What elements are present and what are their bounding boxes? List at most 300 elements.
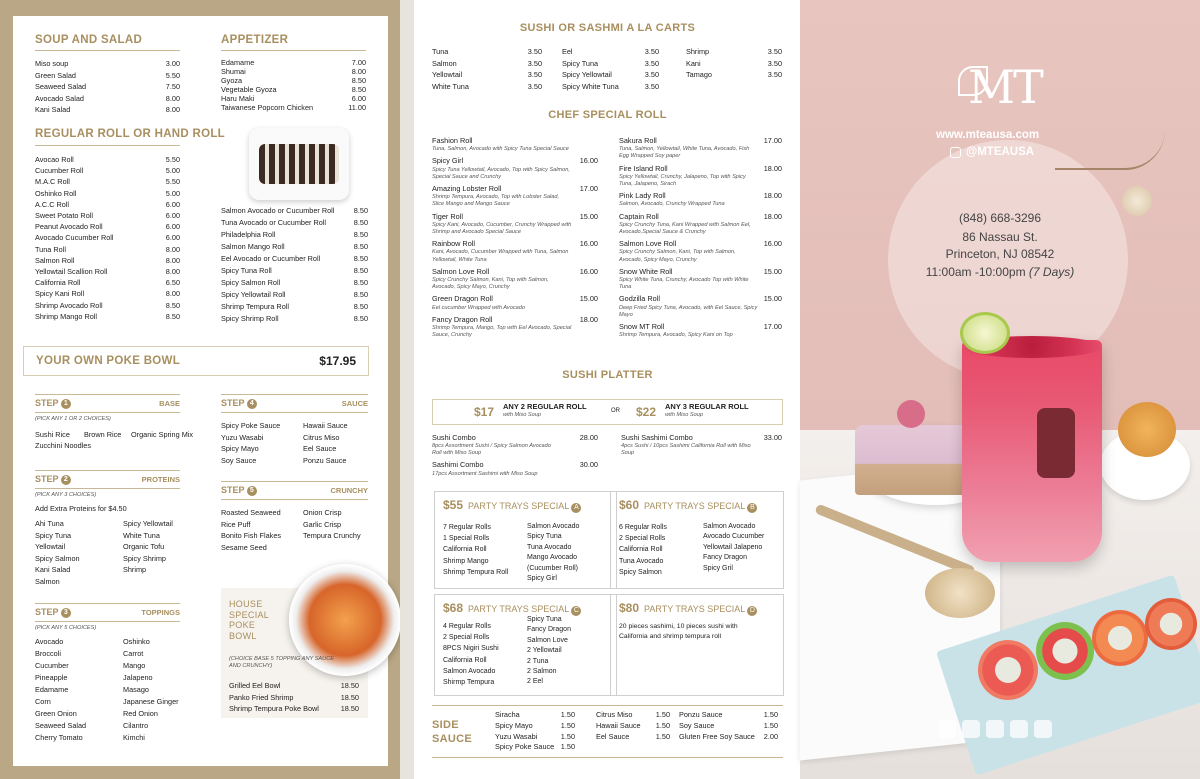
topping-list-left: [35, 636, 86, 744]
item-price: 1.50: [763, 720, 778, 730]
menu-item: [562, 81, 659, 93]
item-price: 6.00: [165, 211, 180, 221]
option-item: Tempura Crunchy: [303, 531, 361, 540]
cup-logo-image: [1037, 408, 1075, 478]
instagram-icon: [950, 147, 961, 158]
item-name: Shrimp Avocado Roll: [35, 300, 103, 310]
chef-roll: Rainbow Roll 16.00 Kani, Avocado, Cucumber Wrapped with Tuna, Salmon Yellowtail, White Tuna: [432, 239, 598, 263]
option-item: Salmon Avocado: [527, 523, 580, 530]
option-item: Salmon Avocado: [443, 667, 496, 675]
option-item: Japanese Ginger: [123, 697, 179, 706]
menu-item: [221, 229, 368, 241]
item-name: Oshinko Roll: [35, 188, 77, 198]
right-panel: [800, 0, 1200, 779]
item-price: 7.50: [165, 82, 180, 92]
menu-item: [495, 732, 575, 743]
option-item: Ahi Tuna: [35, 519, 64, 528]
item-price: 3.50: [527, 81, 542, 91]
option-item: Broccoli: [35, 649, 61, 658]
option-item: Roasted Seaweed: [221, 508, 281, 517]
soup-list: [35, 58, 180, 116]
item-price: 3.50: [767, 47, 782, 56]
side-sauce-title: SIDE SAUCE: [432, 719, 473, 745]
item-name: Salmon Roll: [35, 255, 75, 265]
appetizer-title: APPETIZER: [221, 34, 289, 46]
item-price: 5.50: [165, 70, 180, 80]
item-price: 3.50: [644, 58, 659, 68]
option-item: Mango: [123, 661, 146, 670]
sauce-list-left: [221, 420, 280, 466]
option-item: 2 Eel: [527, 678, 543, 686]
option-item: Spicy Mayo: [221, 444, 259, 453]
option-item: Mango Avocado: [527, 554, 578, 562]
option-item: Spicy Shrimp: [123, 553, 166, 563]
chef-left: [432, 135, 598, 341]
house-list: [229, 680, 359, 715]
option-item: Spicy Salmon: [619, 568, 662, 576]
option-item: Salmon Love: [527, 636, 568, 644]
option-item: Yellowtail: [35, 542, 66, 551]
menu-item: [35, 58, 180, 70]
website: www.mteausa.com: [936, 129, 1040, 141]
app-icon: [1010, 720, 1028, 738]
sauce-list-right: [303, 420, 348, 466]
menu-item: [432, 69, 542, 81]
item-price: 8.50: [353, 206, 368, 215]
menu-item: [35, 210, 180, 221]
item-name: Salmon Avocado or Cucumber Roll: [221, 206, 335, 215]
option-item: Ponzu Sauce: [303, 455, 347, 465]
item-name: Spicy Poke Sauce: [495, 742, 555, 752]
item-price: 3.00: [165, 59, 180, 68]
menu-item: [562, 46, 659, 58]
side-sauce-col2: [596, 710, 670, 742]
soup-title: SOUP AND SALAD: [35, 34, 143, 46]
extra-proteins: Add Extra Proteins for $4.50: [35, 504, 127, 513]
option-item: Shrimp Tempura Roll: [443, 568, 509, 576]
branch-image: [1055, 130, 1165, 170]
item-price: 8.50: [353, 266, 368, 275]
alacarte-col2: [562, 46, 659, 92]
menu-item: [221, 241, 368, 253]
item-name: Shrimp Mango Roll: [35, 311, 98, 321]
option-item: Spicy Girl: [527, 575, 557, 583]
item-name: Eel Sauce: [596, 731, 630, 741]
item-price: 3.50: [527, 70, 542, 80]
item-name: A.C.C Roll: [35, 199, 70, 209]
item-price: 8.00: [165, 93, 180, 103]
option-item: Fancy Dragon: [703, 554, 747, 562]
option-item: Spicy Yellowtail: [123, 519, 173, 528]
menu-item: [432, 81, 542, 93]
item-price: 8.50: [353, 242, 368, 251]
menu-item: [35, 199, 180, 210]
menu-item: [686, 58, 782, 70]
item-name: Yellowtail Scallion Roll: [35, 267, 108, 277]
chef-right: [619, 135, 782, 341]
alacarte-col3: [686, 46, 782, 81]
service-icons: [938, 720, 1052, 738]
item-price: 8.00: [165, 267, 180, 277]
item-name: Tamago: [686, 70, 712, 80]
tray-a: $55 PARTY TRAYS SPECIAL A 7 Regular Rolls 1 Special Rolls California Roll Shrimp Mango Shrimp Tempura Roll Salmon Avocado Spicy Tuna Tuna Avocado Mango Avocado (Cucumber Roll) Spicy Girl: [434, 491, 617, 589]
item-price: 18.50: [340, 692, 359, 702]
option-item: Organic Tofu: [123, 542, 165, 551]
item-price: 3.50: [644, 81, 659, 91]
option-item: Shrimp Mango: [443, 557, 489, 565]
menu-item: [221, 301, 368, 313]
item-price: 8.50: [165, 311, 180, 321]
item-price: 3.50: [527, 47, 542, 56]
cake-image: [855, 425, 970, 495]
chef-roll: Fancy Dragon Roll 18.00 Shrimp Tempura, Mango, Top with Eel Avocado, Special Sauce, Crunchy: [432, 314, 598, 339]
option-item: Seaweed Salad: [35, 721, 87, 730]
chef-roll: Fire Island Roll 18.00 Spicy Yellowtail, Crunchy, Jalapeno, Top with Spicy Tuna, Jalapeno, Sirach: [619, 163, 782, 187]
alacarte-col1: [432, 46, 542, 92]
menu-item: [229, 703, 359, 715]
brand-logo: MT: [968, 60, 1042, 114]
menu-item: [35, 232, 180, 243]
menu-item: [432, 58, 542, 70]
item-name: Kani Salad: [35, 105, 71, 115]
item-name: Spicy Kani Roll: [35, 289, 85, 299]
item-name: Salmon: [432, 58, 457, 68]
option-item: Spicy Tuna: [527, 616, 562, 623]
regular-roll-title: REGULAR ROLL OR HAND ROLL: [35, 128, 226, 140]
item-name: Soy Sauce: [679, 720, 715, 730]
menu-item: [221, 76, 366, 85]
base-option: Zucchini Noodles: [35, 441, 91, 450]
menu-item: [562, 69, 659, 81]
platter-sushi-sashimi: Sushi Sashimi Combo 33.00 4pcs Sushi / 10pcs Sashimi California Roll with Miso Soup: [621, 433, 782, 457]
option-item: Spicy Tuna: [35, 530, 72, 540]
item-price: 5.50: [165, 177, 180, 187]
menu-item: [35, 266, 180, 277]
step4-header: STEP 4 SAUCE: [221, 394, 368, 413]
social-handle: @MTEAUSA: [966, 146, 1035, 158]
option-item: Yuzu Wasabi: [221, 432, 264, 442]
option-item: Eel Sauce: [303, 444, 337, 453]
platter-or: OR: [611, 408, 620, 414]
item-price: 3.50: [527, 58, 542, 68]
option-item: 2 Salmon: [527, 668, 557, 676]
item-price: 5.50: [165, 155, 180, 164]
option-item: California Roll: [443, 656, 487, 664]
menu-item: [221, 94, 366, 103]
item-name: Yellowtail: [432, 70, 463, 80]
poke-title: YOUR OWN POKE BOWL: [36, 355, 181, 367]
item-name: Tuna Roll: [35, 244, 66, 254]
chef-roll: Salmon Love Roll 16.00 Spicy Crunchy Salmon, Kani, Top with Salmon, Avocado, Spicy Mayo, Crunchy: [432, 266, 598, 291]
option-item: Red Onion: [123, 709, 158, 718]
hours: 11:00am -10:00pm (7 Days): [925, 265, 1075, 279]
item-name: Vegetable Gyoza: [221, 85, 277, 94]
menu-item: [596, 721, 670, 732]
chef-roll: Pink Lady Roll 18.00 Salmon, Avocado, Crunchy Wrapped Tuna: [619, 191, 782, 208]
item-name: Ponzu Sauce: [679, 710, 723, 719]
item-price: 3.50: [767, 70, 782, 80]
menu-item: [35, 154, 180, 165]
option-item: Edamame: [35, 685, 69, 694]
item-price: 1.50: [655, 731, 670, 741]
item-price: 5.00: [165, 188, 180, 198]
menu-item: [221, 67, 366, 76]
item-name: Tuna: [432, 47, 449, 56]
menu-item: [35, 277, 180, 288]
menu-item: [35, 165, 180, 176]
step3-header: STEP 3 TOPPINGS: [35, 603, 180, 622]
tray-b: $60 PARTY TRAYS SPECIAL B 6 Regular Rolls 2 Special Rolls California Roll Tuna Avocado Spicy Salmon Salmon Avocado Avocado Cucumber Yellowtail Jalapeno Fancy Dragon Spicy Gril: [610, 491, 784, 589]
menu-item: [221, 58, 366, 67]
item-price: 1.50: [763, 710, 778, 719]
item-name: Spicy Salmon Roll: [221, 278, 281, 287]
item-name: Avocao Roll: [35, 155, 74, 164]
item-price: 1.50: [655, 720, 670, 730]
step2-header: STEP 2 PROTEINS: [35, 470, 180, 489]
option-item: Shirmp Tempura: [443, 679, 495, 687]
regular-roll-right-list: [221, 205, 368, 325]
menu-item: [221, 217, 368, 229]
menu-item: [229, 692, 359, 704]
chef-roll: Fashion Roll Tuna, Salmon, Avocado with Spicy Tuna Special Sauce: [432, 136, 569, 153]
platter-deal-2-sub: with Miso Soup: [665, 412, 703, 418]
platter-deal-2: ANY 3 REGULAR ROLL: [665, 402, 749, 411]
platter-deal-1: ANY 2 REGULAR ROLL: [503, 402, 587, 411]
option-item: Citrus Miso: [303, 432, 340, 442]
item-name: Spicy Tuna: [562, 58, 599, 68]
item-price: 8.00: [165, 244, 180, 254]
item-name: Avocado Salad: [35, 93, 84, 103]
item-price: 8.50: [353, 278, 368, 287]
item-name: Green Salad: [35, 70, 76, 80]
pastry-image: [1118, 402, 1176, 457]
item-price: 8.00: [165, 289, 180, 299]
protein-list-right: [123, 518, 173, 576]
item-name: Eel: [562, 47, 573, 56]
item-name: Shrimp: [686, 47, 710, 56]
option-item: Salmon Avocado: [703, 523, 756, 530]
item-price: 3.50: [767, 58, 782, 68]
menu-item: [562, 58, 659, 70]
item-name: M.A.C Roll: [35, 177, 70, 187]
protein-list-left: [35, 518, 80, 587]
address-line-2: Princeton, NJ 08542: [945, 247, 1055, 261]
item-name: Spicy Shrimp Roll: [221, 314, 279, 323]
chef-roll: Spicy Girl 16.00 Spicy Tuna Yellowtail, Avocado, Top with Spicy Salmon, Special Sauce and Crunchy: [432, 156, 598, 180]
menu-item: [221, 277, 368, 289]
house-note: (CHOICE BASE 5 TOPPING ANY SAUCE AND CRUNCHY): [229, 656, 334, 670]
option-item: Spicy Tuna: [527, 533, 562, 541]
menu-item: [221, 205, 368, 217]
poke-price: $17.95: [319, 354, 356, 368]
option-item: White Tuna: [123, 530, 160, 540]
item-name: Hawaii Sauce: [596, 720, 641, 730]
option-item: California Roll: [619, 546, 663, 554]
grubhub-icon: [1034, 720, 1052, 738]
chef-title: CHEF SPECIAL ROLL: [548, 109, 667, 121]
menu-item: [221, 289, 368, 301]
item-name: Shrimp Tempura Roll: [221, 302, 289, 311]
menu-item: [35, 300, 180, 311]
item-price: 8.50: [351, 85, 366, 94]
address-line-1: 86 Nassau St.: [962, 230, 1038, 244]
menu-item: [495, 710, 575, 721]
takeout-icon: [962, 720, 980, 738]
item-price: 1.50: [560, 720, 575, 730]
item-price: 1.50: [655, 710, 670, 719]
platter-price-2: $22: [636, 405, 657, 419]
chef-roll: Sakura Roll 17.00 Tuna, Salmon, Yellowtail, White Tuna, Avocado, Fish Egg Wrapped Soy paper: [619, 136, 782, 160]
menu-item: [596, 710, 670, 721]
flower-image: [1122, 186, 1152, 216]
item-price: 8.50: [353, 290, 368, 299]
item-price: 1.50: [560, 742, 575, 752]
option-item: Hawaii Sauce: [303, 421, 348, 430]
item-name: Spicy Tuna Roll: [221, 266, 272, 275]
step5-header: STEP 5 CRUNCHY: [221, 481, 368, 500]
topping-list-right: [123, 636, 179, 744]
option-item: Spicy Gril: [703, 564, 733, 572]
item-name: Haru Maki: [221, 94, 255, 103]
menu-item: [35, 288, 180, 299]
step3-note: (PICK ANY 5 CHOICES): [35, 625, 97, 631]
menu-item: [35, 70, 180, 82]
menu-item: [35, 81, 180, 93]
item-name: Yuzu Wasabi: [495, 731, 538, 741]
option-item: Yellowtail Jalapeno: [703, 543, 763, 551]
base-option: Brown Rice: [84, 430, 122, 439]
item-price: 18.50: [340, 704, 359, 714]
spoon-bowl: [925, 568, 995, 618]
chef-roll: Amazing Lobster Roll 17.00 Shrimp Tempura, Avocado, Top with Lobster Salad, Slice Mango and Mango Sauce: [432, 184, 598, 208]
option-item: Corn: [35, 697, 51, 706]
menu-item: [596, 732, 670, 743]
item-price: 6.00: [165, 199, 180, 209]
option-item: Kani Salad: [35, 565, 71, 574]
menu-item: [35, 255, 180, 266]
item-price: 8.00: [351, 67, 366, 76]
item-name: Miso soup: [35, 59, 69, 68]
item-price: 6.00: [165, 233, 180, 243]
sushi-plate-image: [249, 128, 349, 200]
base-option: Organic Spring Mix: [131, 430, 194, 439]
item-price: 8.50: [353, 254, 368, 263]
menu-item: [679, 710, 778, 721]
option-item: Green Onion: [35, 709, 77, 718]
step2-note: (PICK ANY 3 CHOICES): [35, 492, 97, 498]
item-name: Peanut Avocado Roll: [35, 222, 103, 232]
menu-item: [679, 721, 778, 732]
lime-slice-image: [960, 312, 1010, 354]
option-item: Garlic Crisp: [303, 519, 342, 529]
item-price: 8.50: [353, 314, 368, 323]
item-name: Eel Avocado or Cucumber Roll: [221, 254, 321, 263]
chef-roll: Snow White Roll 15.00 Spicy White Tuna, Crunchy, Avocado Top with White Tuna: [619, 266, 782, 291]
item-price: 1.50: [560, 710, 575, 719]
item-name: California Roll: [35, 278, 81, 288]
poke-header: [23, 346, 369, 376]
sushi-piece: [1145, 598, 1197, 650]
menu-item: [35, 188, 180, 199]
item-price: 5.00: [165, 166, 180, 176]
option-item: Spicy Poke Sauce: [221, 421, 281, 430]
platter-title: SUSHI PLATTER: [562, 369, 653, 381]
item-price: 8.00: [165, 105, 180, 115]
drink-cup-image: [962, 340, 1102, 562]
house-special-title: HOUSE SPECIAL POKE BOWL: [229, 599, 270, 641]
option-item: Sesame Seed: [221, 542, 267, 552]
option-item: California Roll: [443, 546, 487, 554]
menu-item: [221, 313, 368, 325]
menu-item: [35, 221, 180, 232]
option-item: 7 Regular Rolls: [443, 524, 491, 531]
item-price: 6.00: [165, 222, 180, 232]
item-price: 8.50: [353, 218, 368, 227]
option-item: 6 Regular Rolls: [619, 524, 667, 531]
item-price: 18.50: [340, 681, 359, 690]
option-item: 4 Regular Rolls: [443, 623, 491, 630]
platter-price-1: $17: [474, 405, 495, 419]
option-item: Onion Crisp: [303, 508, 342, 517]
item-price: 3.50: [644, 47, 659, 56]
option-item: 2 Special Rolls: [619, 535, 666, 543]
item-name: Sweet Potato Roll: [35, 211, 94, 221]
item-name: Spicy Mayo: [495, 720, 533, 730]
regular-roll-left-list: [35, 154, 180, 322]
menu-item: [432, 46, 542, 58]
menu-item: [221, 265, 368, 277]
tray-d: $80 PARTY TRAYS SPECIAL D 20 pieces sashimi, 10 pieces sushi with California and shrimp tempura roll: [610, 594, 784, 696]
sushi-piece: [1036, 622, 1094, 680]
item-name: Siracha: [495, 710, 520, 719]
left-panel: [0, 0, 400, 779]
chef-roll: Snow MT Roll 17.00 Shrimp Tempura, Avocado, Spicy Kani on Top: [619, 321, 782, 339]
item-name: Kani: [686, 58, 701, 68]
item-name: White Tuna: [432, 81, 469, 91]
option-item: Soy Sauce: [221, 455, 257, 465]
option-item: 8PCS Nigiri Sushi: [443, 645, 499, 653]
item-name: Gyoza: [221, 76, 243, 85]
option-item: Salmon: [35, 576, 60, 586]
menu-item: [35, 93, 180, 105]
menu-item: [686, 69, 782, 81]
panda-icon: [986, 720, 1004, 738]
chef-roll: Tiger Roll 15.00 Spicy Kani, Avocado, Cucumber, Crunchy Wrapped with Shrimp and Avocado Special Sauce: [432, 211, 598, 235]
item-price: 8.50: [353, 230, 368, 239]
side-sauce-col3: [679, 710, 778, 742]
item-name: Spicy Yellowtail Roll: [221, 290, 286, 299]
item-price: 1.50: [560, 731, 575, 741]
item-price: 11.00: [348, 103, 366, 112]
item-price: 2.00: [763, 731, 778, 741]
menu-item: [229, 680, 359, 692]
menu-item: [221, 253, 368, 265]
menu-item: [35, 104, 180, 116]
option-item: 2 Special Rolls: [443, 634, 490, 642]
option-item: Pineapple: [35, 673, 68, 682]
side-sauce-col1: [495, 710, 575, 753]
item-name: Tuna Avocado or Cucumber Roll: [221, 218, 327, 227]
chef-roll: Captain Roll 18.00 Spicy Crunchy Tuna, Kani Wrapped with Salmon Eel, Avocado,Special Sauce & Crunchy: [619, 211, 782, 235]
option-item: 2 Yellowtail: [527, 647, 562, 655]
phone: (848) 668-3296: [958, 211, 1042, 225]
alacarte-title: SUSHI OR SASHMI A LA CARTS: [519, 22, 696, 34]
item-price: 8.00: [165, 255, 180, 265]
option-item: Fancy Dragon: [527, 626, 571, 634]
item-price: 6.50: [165, 278, 180, 288]
option-item: Cucumber: [35, 661, 69, 670]
option-item: 1 Special Rolls: [443, 535, 490, 543]
